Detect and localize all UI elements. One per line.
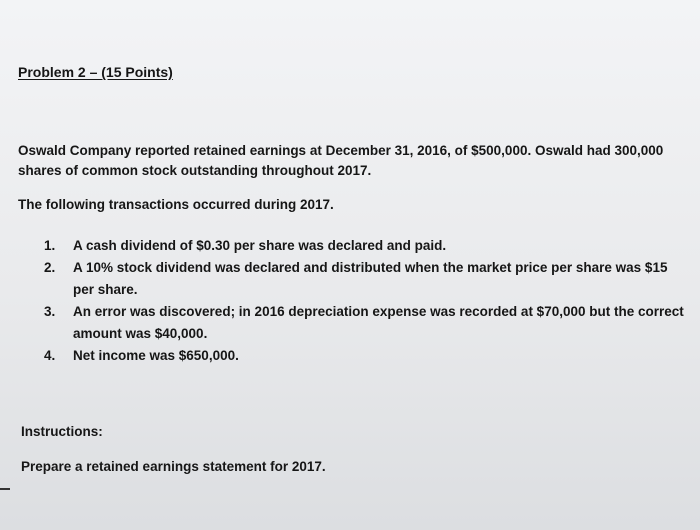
item-text: A 10% stock dividend was declared and distributed when the market price per share was $15	[73, 260, 668, 275]
transaction-item	[44, 235, 694, 257]
company-paragraph	[18, 141, 688, 181]
item-text: amount was $40,000.	[73, 326, 208, 341]
transaction-item	[44, 257, 694, 301]
edge-mark	[0, 488, 10, 490]
item-number: 4.	[44, 348, 56, 363]
item-text: An error was discovered; in 2016 depreciation expense was recorded at $70,000 but the correct	[73, 304, 684, 319]
transaction-item	[44, 301, 694, 345]
paragraph-line: shares of common stock outstanding throughout 2017.	[18, 163, 372, 178]
item-number: 2.	[44, 260, 56, 275]
task-text: Prepare a retained earnings statement for 2017.	[21, 459, 326, 474]
item-number: 1.	[44, 238, 56, 253]
paragraph-line: Oswald Company reported retained earnings at December 31, 2016, of $500,000. Oswald had 300,000	[18, 143, 664, 158]
item-text: per share.	[73, 282, 138, 297]
problem-title: Problem 2 – (15 Points)	[18, 64, 173, 80]
item-text: A cash dividend of $0.30 per share was declared and paid.	[73, 238, 447, 253]
transactions-intro: The following transactions occurred during 2017.	[18, 197, 334, 212]
instructions-label: Instructions:	[21, 424, 103, 439]
transaction-item	[44, 345, 694, 367]
item-text: Net income was $650,000.	[73, 348, 239, 363]
item-number: 3.	[44, 304, 56, 319]
transactions-list	[44, 235, 694, 367]
